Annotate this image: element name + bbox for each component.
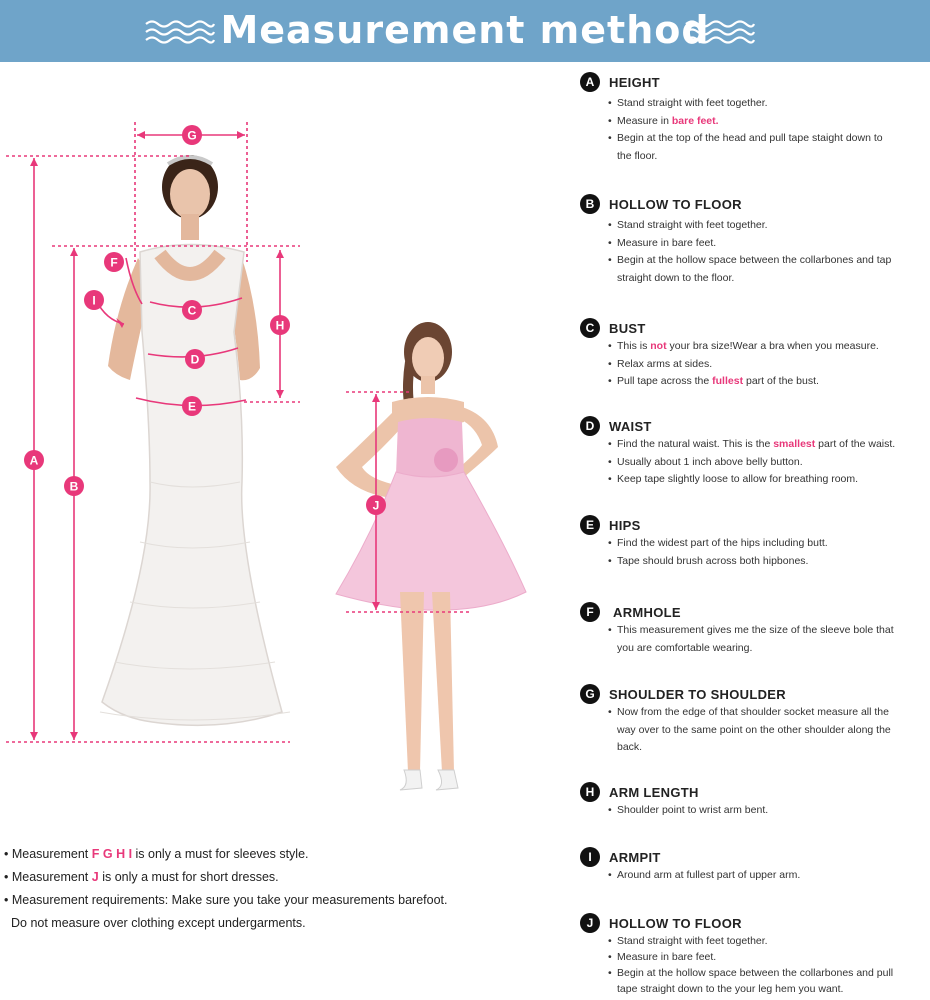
step-line: Begin at the hollow space between the collarbones and tap: [617, 254, 892, 266]
step-line: Begin at the top of the head and pull tape staight down to: [617, 132, 883, 144]
step-line: Tape should brush across both hipbones.: [617, 554, 809, 567]
svg-text:C: C: [187, 303, 197, 318]
step-line: Shoulder point to wrist arm bent.: [617, 804, 769, 816]
highlight-text: not: [650, 340, 667, 352]
step-title: WAIST: [609, 419, 652, 434]
label-badge-G: [182, 125, 202, 145]
badge-J-icon: J: [580, 913, 600, 933]
step-line: Pull tape across the: [617, 375, 713, 387]
label-badge-A: [24, 450, 44, 470]
highlight-text: bare feet: [671, 114, 716, 127]
step-line: tape straight down to the your leg hem you want.: [617, 983, 844, 995]
step-line: Stand straight with feet together.: [617, 219, 768, 231]
svg-text:F: F: [110, 255, 118, 270]
label-badge-I: [84, 290, 104, 310]
badge-C-icon: C: [580, 318, 600, 338]
step-line: back.: [617, 741, 643, 753]
highlight-text: .: [715, 114, 719, 127]
step-title: ARMPIT: [609, 850, 661, 865]
badge-G-icon: G: [580, 684, 600, 704]
step-line: Find the natural waist. This is the: [617, 438, 774, 450]
page-title: Measurement method: [220, 8, 710, 52]
step-line: you are comfortable wearing.: [617, 641, 753, 654]
step-line: Relax arms at sides.: [617, 357, 713, 370]
note-sleeves: • Measurement F G H I is only a must for sleeves style.: [4, 847, 309, 861]
step-title: SHOULDER TO SHOULDER: [609, 687, 786, 702]
svg-text:J: J: [372, 498, 380, 513]
step-line: part of the bust.: [743, 375, 819, 387]
step-line: Now from the edge of that shoulder socket measure all the: [617, 706, 889, 718]
measurement-notes: [4, 843, 564, 935]
svg-text:E: E: [187, 399, 197, 414]
step-line: Stand straight with feet together.: [617, 935, 768, 947]
step-line: Measure in bare feet.: [617, 951, 717, 963]
step-line: This is: [617, 340, 651, 352]
svg-text:G: G: [187, 128, 197, 143]
highlight-text: fullest: [712, 375, 744, 387]
note-requirements: • Measurement requirements: Make sure you take your measurements barefoot.: [4, 893, 448, 907]
step-line: Find the widest part of the hips including butt.: [617, 537, 828, 549]
step-line: Begin at the hollow space between the collarbones and pull: [617, 967, 894, 979]
badge-D-icon: D: [580, 416, 600, 436]
badge-I-icon: I: [580, 847, 600, 867]
label-badge-H: [270, 315, 290, 335]
badge-E-icon: E: [580, 515, 600, 535]
svg-text:A: A: [29, 453, 39, 468]
step-title: ARM LENGTH: [609, 785, 699, 800]
figure-illustration: [0, 62, 560, 822]
step-title: HOLLOW TO FLOOR: [609, 916, 742, 931]
bride-figure: [100, 155, 290, 725]
badge-H-icon: H: [580, 782, 600, 802]
svg-text:B: B: [69, 479, 79, 494]
note-short-dress: • Measurement J is only a must for short dresses.: [4, 870, 279, 884]
step-title: BUST: [609, 321, 646, 336]
measurement-figures: [0, 62, 560, 822]
highlight-text: smallest: [773, 438, 816, 450]
step-line: Measure in bare feet.: [617, 236, 717, 249]
badge-F-icon: F: [580, 602, 600, 622]
step-line: way over to the same point on the other shoulder along the: [617, 723, 891, 736]
step-line: part of the waist.: [815, 438, 896, 450]
step-line: straight down to the floor.: [617, 271, 735, 284]
step-line: the floor.: [617, 149, 658, 162]
step-line: Usually about 1 inch above belly button.: [617, 455, 803, 468]
svg-text:H: H: [275, 318, 285, 333]
step-title: HEIGHT: [609, 75, 660, 90]
label-badge-C: [182, 300, 202, 320]
svg-text:D: D: [190, 352, 200, 367]
wave-decoration-icon: [684, 18, 756, 46]
step-title: HOLLOW TO FLOOR: [609, 197, 742, 212]
header-banner: [0, 0, 930, 62]
label-badge-J: [366, 495, 386, 515]
step-title: ARMHOLE: [613, 605, 681, 620]
step-line: Around arm at fullest part of upper arm.: [617, 869, 801, 881]
note-undergarments: Do not measure over clothing except undergarments.: [11, 916, 306, 930]
label-badge-B: [64, 476, 84, 496]
step-line: Measure in: [617, 114, 672, 127]
step-line: Keep tape slightly loose to allow for breathing room.: [617, 473, 859, 485]
step-line: your bra size!Wear a bra when you measure.: [666, 340, 879, 352]
label-badge-F: [104, 252, 124, 272]
badge-B-icon: B: [580, 194, 600, 214]
svg-text:I: I: [92, 293, 96, 308]
step-line: This measurement gives me the size of the sleeve bole that: [617, 624, 894, 636]
step-line: Stand straight with feet together.: [617, 97, 768, 109]
label-badge-D: [185, 349, 205, 369]
step-title: HIPS: [609, 518, 641, 533]
badge-A-icon: A: [580, 72, 600, 92]
label-badge-E: [182, 396, 202, 416]
